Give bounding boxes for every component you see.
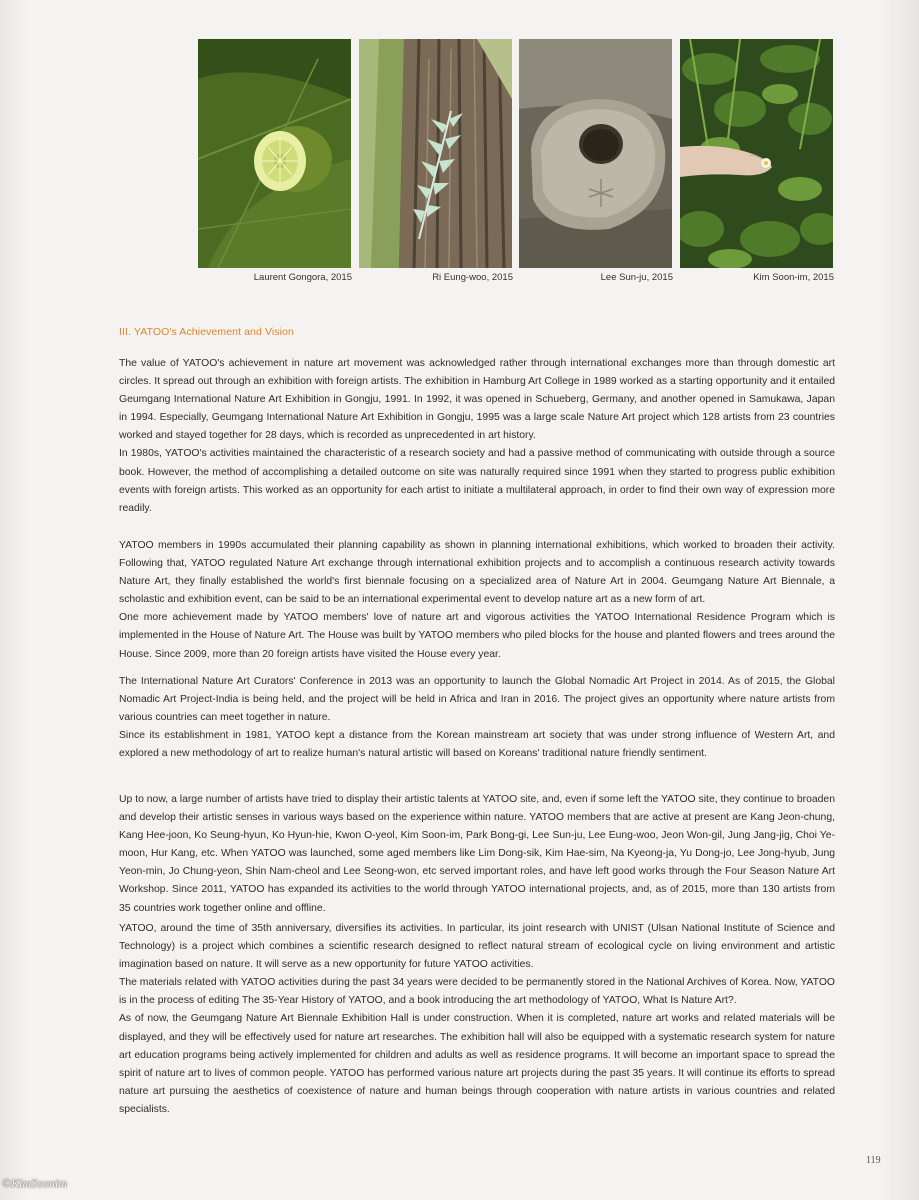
paragraph: As of now, the Geumgang Nature Art Biennale Exhibition Hall is under construction. When it is completed, nature art works and related materials will be displayed, and they will be effectively used for nature art researches. The exhibition hall will also be equipped with a systematic research system for nature art education programs being actively implemented for children and adults as well as residence programs. It will become an important space to spread the spirit of nature art to lives of common people. YATOO has performed various nature art projects during the past 35 years. It will continue its efforts to spread nature art pursuing the aesthetics of coexistence of nature and human beings through cooperation with nature artists in various countries and related specialists. <box>119 1013 835 1115</box>
photo-caption: Laurent Gongora, 2015 <box>253 272 352 283</box>
fern-on-tree-image <box>359 39 512 268</box>
page-number: 119 <box>866 1155 881 1166</box>
photo-kim-soon-im <box>680 39 833 268</box>
text-block-future <box>119 920 835 1119</box>
paragraph: YATOO members in 1990s accumulated their planning capability as shown in planning international exhibitions, which worked to broaden their activity. Following that, YATOO regulated Nature Art exchange through international exhibition projects and to accomplish a continuous research activity towards Nature Art, they finally established the world's first biennale focusing on a specialized area of Nature Art in 2004. Geumgang Nature Art Biennale, a scholastic and exhibition event, can be said to be an international experimental event to develop nature art as a new form of art. <box>119 540 835 606</box>
paragraph: The value of YATOO's achievement in nature art movement was acknowledged rather through international exchanges more than through domestic art circles. It spread out through an exhibition with foreign artists. The exhibition in Hamburg Art College in 1989 worked as a starting opportunity and it entailed Geumgang International Nature Art Exhibition in Gongju, 1991. In 1992, it was opened in Schueberg, Germany, and another opened in Samukawa, Japan in 1994. Especially, Geumgang International Nature Art Exhibition in Gongju, 1995 was a large scale Nature Art project which 128 artists from 23 countries worked and stayed together for 28 days, which is recorded as unprecedented in art history. <box>119 358 835 442</box>
text-block-members <box>119 791 835 918</box>
paragraph: The materials related with YATOO activities during the past 34 years were decided to be permanently stored in the National Archives of Korea. Now, YATOO is in the process of editing The 35-Year History of YATOO, and a book introducing the art methodology of YATOO, What Is Nature Art?. <box>119 977 835 1007</box>
text-block-exchanges <box>119 355 835 518</box>
fruit-on-leaf-image <box>198 39 351 268</box>
stone-with-hole-image <box>519 39 672 268</box>
paragraph: One more achievement made by YATOO members' love of nature art and vigorous activities the YATOO International Residence Program which is implemented in the House of Nature Art. The House was built by YATOO members who piled blocks for the house and planted flowers and trees around the House. Since 2009, more than 20 foreign artists have visited the House every year. <box>119 612 835 660</box>
text-block-nomadic <box>119 673 835 763</box>
paragraph: In 1980s, YATOO's activities maintained the characteristic of a research society and had a passive method of communicating with outside through a source book. However, the method of accomplishing a detailed outcome on site was naturally required since 1991 when they started to progress public exhibition events with foreign artists. This worked as an opportunity for each artist to initiate a multilateral approach, in order to find their own way of expression more readily. <box>119 448 835 514</box>
watermark: ©KimSoonim <box>2 1176 68 1190</box>
paragraph: Up to now, a large number of artists have tried to display their artistic talents at YATOO site, and, even if some left the YATOO site, they continue to broaden and develop their artistic senses in various ways based on the experience within nature. YATOO members that are active at present are Kang Jeon-chung, Kang Hee-joon, Ko Seung-hyun, Ko Hyun-hie, Kwon O-yeol, Kim Soon-im, Park Bong-gi, Lee Sun-ju, Lee Eung-woo, Jeon Won-gil, Jung Jang-jig, Choi Ye-moon, Hur Kang, etc. When YATOO was launched, some aged members like Lim Dong-sik, Kim Hae-sim, Na Kyeong-ja, Yu Dong-jo, Lee Jong-hyub, Jung Yeon-min, Jo Chung-yeon, Shin Nam-cheol and Lee Seong-won, etc served important roles, and have left good works through the Four Season Nature Art Workshop. Since 2011, YATOO has expanded its activities to the world through YATOO international projects, and, as of 2015, more than 130 artists from 35 countries work together online and offline. <box>119 794 835 914</box>
photo-caption: Ri Eung-woo, 2015 <box>432 272 513 283</box>
foot-among-plants-image <box>680 39 833 268</box>
photo-lee-sun-ju <box>519 39 672 268</box>
text-block-biennale <box>119 537 835 664</box>
photo-caption: Kim Soon-im, 2015 <box>753 272 834 283</box>
photo-ri-eung-woo <box>359 39 512 268</box>
photo-laurent-gongora <box>198 39 351 268</box>
section-heading: III. YATOO's Achievement and Vision <box>119 326 294 338</box>
photo-caption: Lee Sun-ju, 2015 <box>600 272 673 283</box>
paragraph: YATOO, around the time of 35th anniversary, diversifies its activities. In particular, its joint research with UNIST (Ulsan National Institute of Science and Technology) is a project which combines a scientific research designed to reflect natural stream of ecological cycle on living environment and artistic imagination based on nature. It will serve as a new opportunity for future YATOO activities. <box>119 923 835 971</box>
paragraph: Since its establishment in 1981, YATOO kept a distance from the Korean mainstream art society that was under strong influence of Western Art, and explored a new methodology of art to realize human's natural artistic will based on Koreans' traditional nature friendly sentiment. <box>119 730 835 760</box>
paragraph: The International Nature Art Curators' Conference in 2013 was an opportunity to launch the Global Nomadic Art Project in 2014. As of 2015, the Global Nomadic Art Project-India is being held, and the project will be held in Africa and Iran in 2016. The project gives an opportunity where nature artists from various countries can meet together in nature. <box>119 676 835 724</box>
